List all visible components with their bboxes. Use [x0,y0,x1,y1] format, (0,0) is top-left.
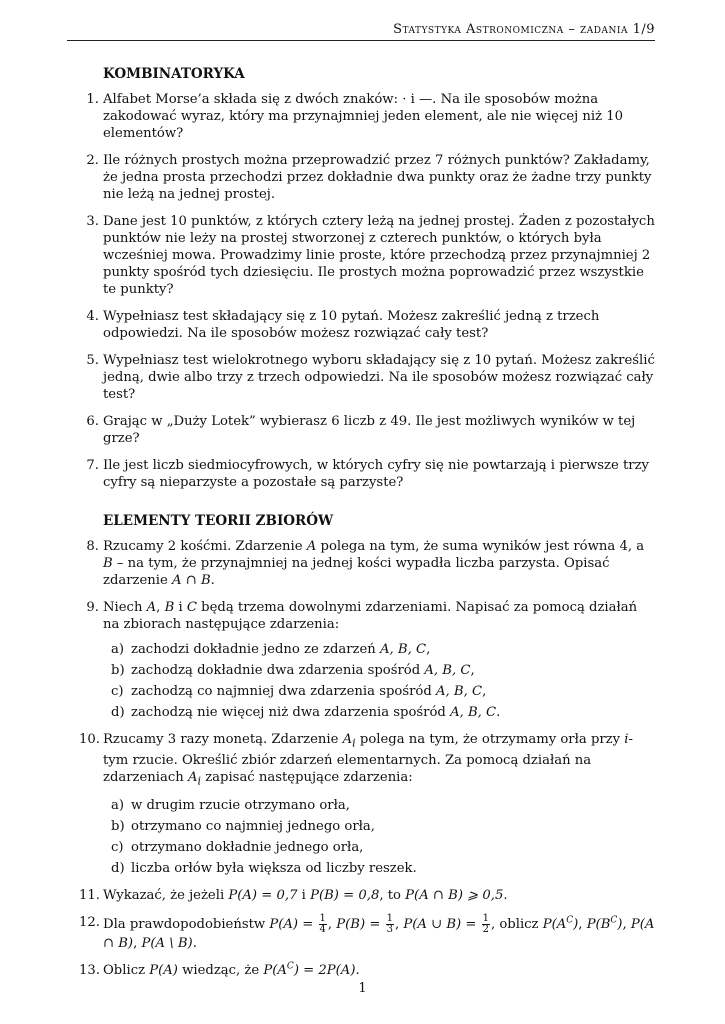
section-title-combinatorics: KOMBINATORYKA [103,66,245,82]
problem-text: Rzucamy 3 razy monetą. Zdarzenie $A_i$ polega na tym, że otrzymamy orła przy i-tym rzucie. Określić zbiór zdarzeń elementarnych. Za pomocą działań na zdarzeniach $A_i$ zapisać następujące zdarzenia: [103,732,633,788]
problem-text: Ile jest liczb siedmiocyfrowych, w których cyfry się nie powtarzają i pierwsze trzy cyfry są nieparzyste a pozostałe są parzyste? [103,458,649,490]
list-item: d) liczba orłów była większa od liczby reszek. [111,861,417,877]
problem-text: Wykazać, że jeżeli P(A) = 0,7 i P(B) = 0,8, to P(A ∩ B) ⩾ 0,5. [103,888,508,904]
problem-text: Grając w „Duży Lotek” wybierasz 6 liczb z 49. Ile jest możliwych wyników w tej grze? [103,414,636,446]
problem-number: 12. [79,915,100,931]
problem-text: Oblicz P(A) wiedząc, że $P(A^C) = 2P(A)$. [103,961,360,979]
problem-2 [83,152,657,203]
problem-13 [79,961,657,979]
problem-3 [83,213,657,298]
problem-5 [83,352,657,403]
problem-6 [83,413,657,447]
problem-number: 4. [86,309,99,324]
problem-8 [83,538,657,589]
list-item: d) zachodzą nie więcej niż dwa zdarzenia spośród A, B, C. [111,705,501,720]
problem-text: Dla prawdopodobieństw P(A) = $\frac{1}{4}$ , P(B) = $\frac{1}{3}$ , P(A ∪ B) = $\frac{1}{2}$ , oblicz $P(A^C)$, $P(B^C)$, P(A ∩ B), P(A \ B). [103,913,655,952]
problem-number: 10. [79,732,100,747]
fraction: $\frac{1}{2}$ [482,913,489,936]
list-item: a) zachodzi dokładnie jedno ze zdarzeń A, B, C, [111,642,431,657]
problem-text: Wypełniasz test wielokrotnego wyboru składający się z 10 pytań. Możesz zakreślić jedną, dwie albo trzy z trzech odpowiedzi. Na ile sposobów możesz rozwiązać cały test? [103,353,655,402]
problem-number: 5. [86,353,99,368]
problem-text: Ile różnych prostych można przeprowadzić przez 7 różnych punktów? Zakładamy, że jedna prosta przechodzi przez dokładnie dwa punkty oraz że żadne trzy punkty nie leżą na jednej prostej. [103,153,652,202]
problem-number: 8. [86,539,99,554]
subitem-list [103,641,657,721]
problem-4 [83,308,657,342]
fraction: $\frac{1}{4}$ [319,913,326,936]
problem-number: 13. [79,963,100,979]
list-item: a) w drugim rzucie otrzymano orła, [111,798,350,814]
problem-7 [83,457,657,491]
list-item: b) zachodzą dokładnie dwa zdarzenia spośród A, B, C, [111,663,475,678]
fraction: $\frac{1}{3}$ [386,913,393,936]
problem-number: 9. [86,600,99,615]
list-item: c) otrzymano dokładnie jednego orła, [111,840,364,856]
problem-12 [79,913,657,952]
problem-text: Alfabet Morse’a składa się z dwóch znaków: · i —. Na ile sposobów można zakodować wyraz, który ma przynajmniej jeden element, ale nie więcej niż 10 elementów? [103,92,624,141]
problem-number: 2. [86,153,99,168]
document-body [79,66,657,989]
page-number: 1 [358,981,367,996]
problem-number: 6. [86,414,99,429]
problem-1 [83,91,657,142]
list-item: b) otrzymano co najmniej jednego orła, [111,819,375,835]
list-item: c) zachodzą co najmniej dwa zdarzenia spośród A, B, C, [111,684,487,699]
problem-text: Niech A, B i C będą trzema dowolnymi zdarzeniami. Napisać za pomocą działań na zbiorach następujące zdarzenia: [103,600,638,632]
header-title: Statystyka Astronomiczna – zadania 1/9 [393,22,655,37]
page-header [67,22,655,41]
problem-number: 3. [86,214,99,229]
problem-9 [83,599,657,721]
problem-text: Rzucamy 2 kośćmi. Zdarzenie A polega na tym, że suma wyników jest równa 4, a B – na tym, że przynajmniej na jednej kości wypadła liczba parzysta. Opisać zdarzenie A ∩ B. [103,539,645,588]
problem-10 [79,731,657,877]
problem-text: Dane jest 10 punktów, z których cztery leżą na jednej prostej. Żaden z pozostałych punktów nie leży na prostej stworzonej z czterech punktów, o których była wcześniej mowa. Prowadzimy linie proste, które przechodzą przez przynajmniej 2 punkty spośród tych dziesięciu. Ile prostych można poprowadzić przez wszystkie te punkty? [103,214,655,297]
problem-number: 7. [86,458,99,473]
problem-11 [79,887,657,904]
problem-text: Wypełniasz test składający się z 10 pytań. Możesz zakreślić jedną z trzech odpowiedzi. Na ile sposobów możesz rozwiązać cały test? [103,309,600,341]
subitem-list [103,797,657,877]
problem-number: 1. [86,92,99,107]
section-title-set-theory: ELEMENTY TEORII ZBIORÓW [103,513,334,529]
problem-number: 11. [79,888,100,904]
